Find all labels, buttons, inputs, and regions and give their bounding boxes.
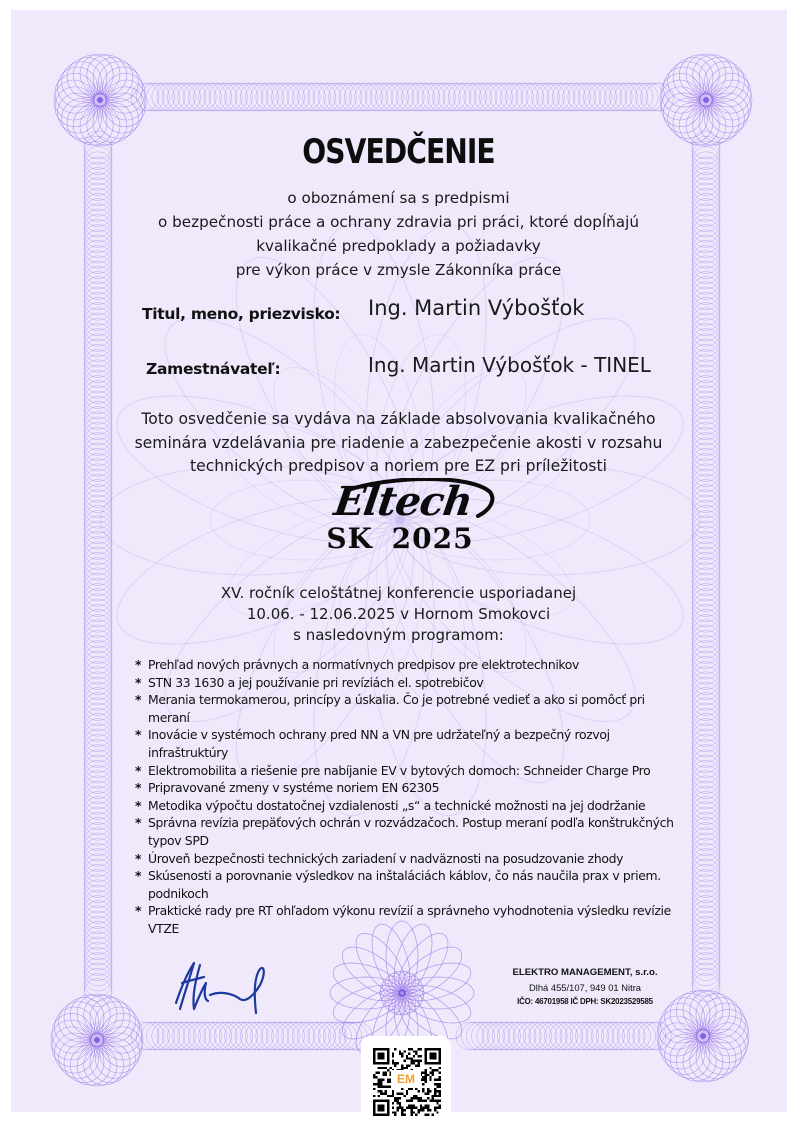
- conference-line: s nasledovným programom:: [293, 626, 504, 644]
- program-item: * Skúsenosti a porovnanie výsledkov na inštaláciách káblov, čo nás naučila prax v priem. podnikoch: [135, 868, 661, 901]
- logo-script-text: Eltech: [331, 478, 475, 525]
- conference-line: XV. ročník celoštátnej konferencie usporiadanej: [220, 584, 577, 602]
- bullet-star-icon: *: [135, 762, 142, 778]
- intro-line: seminára vzdelávania pre riadenie a zabezpečenie akosti v rozsahu: [134, 433, 663, 452]
- signature-icon: [170, 955, 280, 1015]
- bullet-star-icon: *: [135, 797, 142, 813]
- program-item: * Merania termokamerou, princípy a úskalia. Čo je potrebné vedieť a ako si pomôcť pri meraní: [135, 692, 645, 725]
- program-list: [135, 656, 675, 938]
- program-item: * Pripravované zmeny v systéme noriem EN 62305: [135, 780, 440, 796]
- program-item: * Metodika výpočtu dostatočnej vzdialenosti „s“ a technické možnosti na jej dodržanie: [135, 797, 646, 813]
- qr-center-logo: EM: [391, 1070, 421, 1088]
- bullet-star-icon: *: [135, 692, 142, 708]
- intro-line: technických predpisov a noriem pre EZ pri príležitosti: [190, 457, 607, 475]
- program-item: * Inovácie v systémoch ochrany pred NN a VN pre udržateľný a bezpečný rozvoj infraštruktúry: [135, 727, 610, 760]
- bullet-star-icon: *: [135, 727, 142, 743]
- eltech-logo: [300, 478, 500, 560]
- issuer-address: Dlhá 455/107, 949 01 Nitra: [528, 982, 642, 993]
- program-item: * Praktické rady pre RT ohľadom výkonu revízií a správneho vyhodnotenia výsledku revízie VTZE: [135, 903, 671, 936]
- name-label: Titul, meno, priezvisko:: [142, 305, 341, 323]
- employer-label: Zamestnávateľ:: [146, 360, 281, 378]
- subtitle-line: o bezpečnosti práce a ochrany zdravia pri práci, ktoré dopĺňajú: [158, 213, 639, 231]
- subtitle-line: pre výkon práce v zmysle Zákonníka práce: [235, 261, 562, 279]
- intro-line: Toto osvedčenie sa vydáva na základe absolvovania kvalikačného: [141, 410, 656, 428]
- bullet-star-icon: *: [135, 903, 142, 919]
- issuer-name: ELEKTRO MANAGEMENT, s.r.o.: [512, 967, 658, 978]
- program-item: * Úroveň bezpečnosti technických zariadení v nadväznosti na posudzovanie zhody: [135, 850, 624, 866]
- logo-year-text: SK 2025: [326, 522, 474, 555]
- employer-value: Ing. Martin Výbošťok - TINEL: [368, 353, 651, 377]
- bullet-star-icon: *: [135, 674, 142, 690]
- bullet-star-icon: *: [135, 868, 142, 884]
- subtitle-line: kvalikačné predpoklady a požiadavky: [256, 237, 541, 255]
- certificate-title: OSVEDČENIE: [302, 132, 495, 172]
- bullet-star-icon: *: [135, 815, 142, 831]
- intro-text: [0, 408, 797, 479]
- program-item: * STN 33 1630 a jej používanie pri revíziách el. spotrebičov: [135, 674, 484, 690]
- certificate-subtitle: [0, 186, 797, 282]
- bullet-star-icon: *: [135, 780, 142, 796]
- bullet-star-icon: *: [135, 850, 142, 866]
- program-item: * Prehľad nových právnych a normatívnych predpisov pre elektrotechnikov: [135, 657, 580, 672]
- issuer-block: [500, 966, 670, 1008]
- subtitle-line: o oboznámení sa s predpismi: [287, 189, 510, 207]
- name-value: Ing. Martin Výbošťok: [368, 296, 585, 320]
- bullet-star-icon: *: [135, 657, 142, 672]
- qr-code-box[interactable]: [361, 1036, 451, 1123]
- conference-line: 10.06. - 12.06.2025 v Hornom Smokovci: [246, 605, 551, 623]
- program-item: * Správna revízia prepäťových ochrán v rozvádzačoch. Postup meraní podľa konštrukčných typov SPD: [135, 815, 674, 848]
- conference-info: [0, 583, 797, 646]
- issuer-ids: IČO: 46701958 IČ DPH: SK2023529585: [517, 997, 653, 1006]
- program-item: * Elektromobilita a riešenie pre nabíjanie EV v bytových domoch: Schneider Charge Pro: [135, 762, 651, 778]
